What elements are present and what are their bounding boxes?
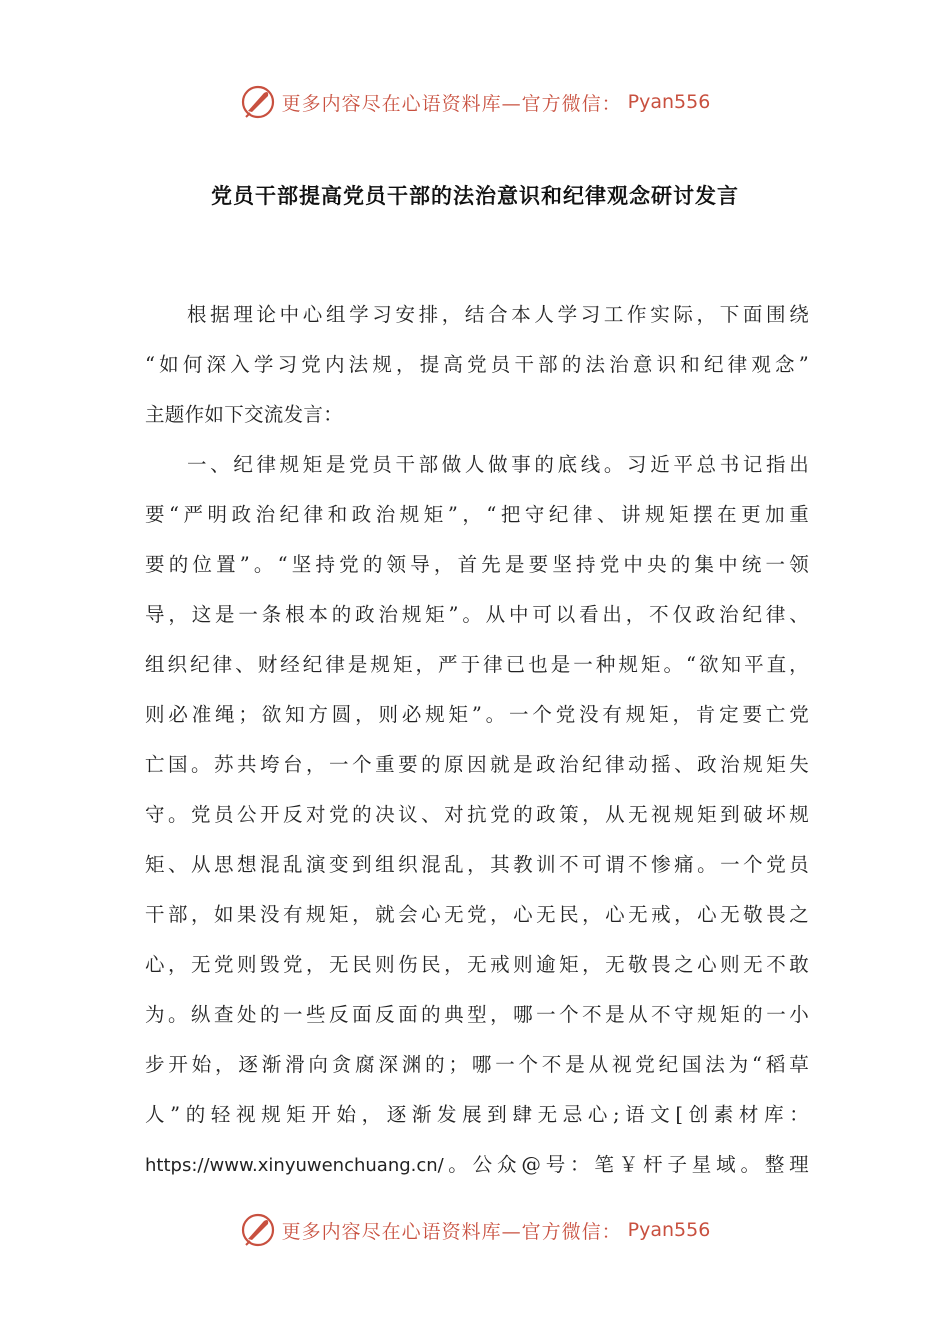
paragraph-line: 人”的轻视规矩开始，逐渐发展到肆无忌心;语文[创素材库： <box>145 1103 809 1126</box>
paragraph-line: 要的位置”。“坚持党的领导，首先是要坚持党中央的集中统一领 <box>145 553 809 576</box>
header-banner <box>0 80 950 124</box>
paragraph-line-tail: 。公众@号：笔￥杆子星域。整理 <box>443 1153 809 1176</box>
banner-text: 更多内容尽在心语资料库—官方微信： <box>281 1220 622 1243</box>
document-title: 党员干部提高党员干部的法治意识和纪律观念研讨发言 <box>211 184 739 208</box>
paragraph-line: 根据理论中心组学习安排，结合本人学习工作实际，下面围绕 <box>187 303 809 326</box>
source-url-link[interactable]: https://www.xinyuwenchuang.cn/ <box>145 1155 444 1176</box>
paragraph-line: 组织纪律、财经纪律是规矩，严于律已也是一种规矩。“欲知平直， <box>145 653 809 676</box>
quill-logo-icon <box>240 1212 276 1248</box>
paragraph-line: 心，无党则毁党，无民则伤民，无戒则逾矩，无敬畏之心则无不敢 <box>145 953 809 976</box>
footer-banner <box>0 1208 950 1252</box>
paragraph-line: 主题作如下交流发言： <box>145 403 344 426</box>
banner-text: 更多内容尽在心语资料库—官方微信： <box>281 92 622 115</box>
banner-wechat-id: Pyan556 <box>627 1219 711 1241</box>
paragraph-line: 步开始，逐渐滑向贪腐深渊的；哪一个不是从视党纪国法为“稻草 <box>145 1053 809 1076</box>
quill-logo-icon <box>240 84 276 120</box>
paragraph-line-url <box>145 1140 809 1190</box>
paragraph-line: 守。党员公开反对党的决议、对抗党的政策，从无视规矩到破坏规 <box>145 803 809 826</box>
banner-wechat-id: Pyan556 <box>627 91 711 113</box>
paragraph-line: 干部，如果没有规矩，就会心无党，心无民，心无戒，心无敬畏之 <box>145 903 809 926</box>
paragraph-line: 为。纵查处的一些反面反面的典型，哪一个不是从不守规矩的一小 <box>145 1003 809 1026</box>
paragraph-line: 一、纪律规矩是党员干部做人做事的底线。习近平总书记指出 <box>187 453 809 476</box>
paragraph-line: 则必准绳；欲知方圆，则必规矩”。一个党没有规矩，肯定要亡党 <box>145 703 809 726</box>
paragraph-line: 矩、从思想混乱演变到组织混乱，其教训不可谓不惨痛。一个党员 <box>145 853 809 876</box>
paragraph-line: 亡国。苏共垮台，一个重要的原因就是政治纪律动摇、政治规矩失 <box>145 753 809 776</box>
paragraph-line: “如何深入学习党内法规，提高党员干部的法治意识和纪律观念” <box>145 353 809 376</box>
paragraph-line: 导，这是一条根本的政治规矩”。从中可以看出，不仅政治纪律、 <box>145 603 809 626</box>
paragraph-line: 要“严明政治纪律和政治规矩”，“把守纪律、讲规矩摆在更加重 <box>145 503 809 526</box>
document-body <box>145 290 809 1190</box>
